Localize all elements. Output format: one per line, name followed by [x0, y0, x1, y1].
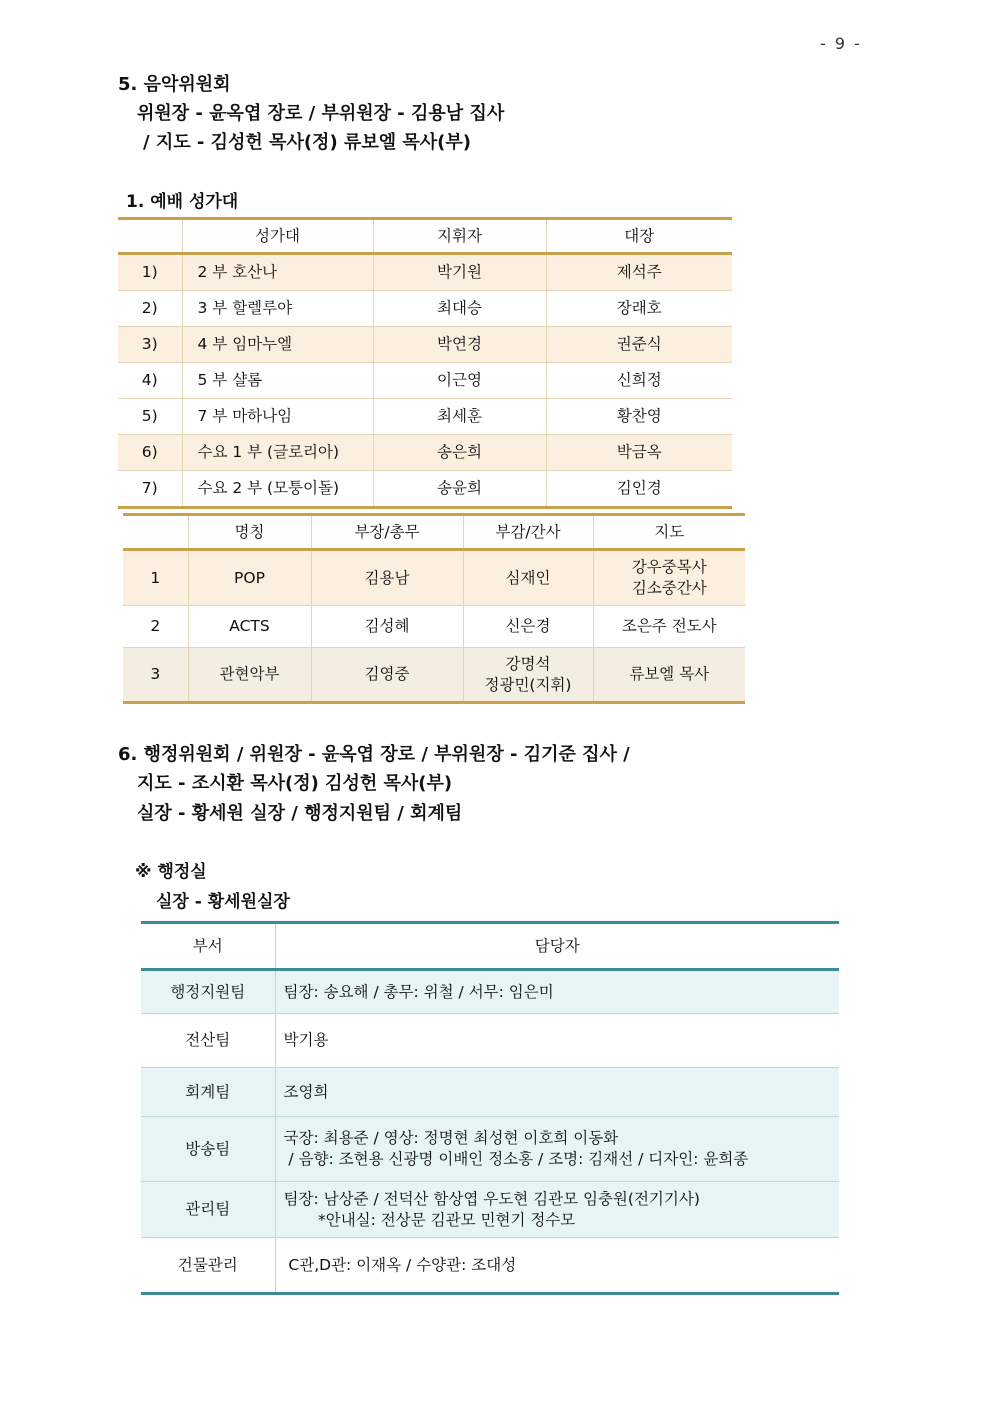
conductor: 송은희 [373, 435, 546, 471]
group-head: 김영중 [311, 648, 463, 703]
table-row [141, 1182, 839, 1238]
group-guide [593, 606, 745, 648]
group-table-header [123, 515, 745, 550]
header-cell: 성가대 [182, 219, 373, 254]
table-row [118, 254, 732, 291]
table-row [118, 471, 732, 508]
group-guide [593, 550, 745, 606]
group-guide [593, 648, 745, 703]
row-number: 7) [118, 471, 182, 508]
choir-name: 수요 1 부 (글로리아) [182, 435, 373, 471]
table-row [141, 1238, 839, 1294]
table-row [123, 550, 745, 606]
table-row [141, 970, 839, 1014]
conductor: 박연경 [373, 327, 546, 363]
header-cell: 담당자 [275, 923, 839, 970]
group-head: 김용남 [311, 550, 463, 606]
section5-line1: 위원장 - 윤옥엽 장로 / 부위원장 - 김용남 집사 [137, 103, 505, 124]
table-row [141, 1014, 839, 1068]
table-row [123, 606, 745, 648]
admin-table [141, 921, 839, 1295]
staff-line: 조영희 [283, 1082, 329, 1101]
group-name: ACTS [188, 606, 311, 648]
staff-line: 팀장: 남상준 / 전덕산 함상엽 우도현 김관모 임충원(전기기사) [283, 1189, 700, 1208]
group-name: POP [188, 550, 311, 606]
choir-subheading: 1. 예배 성가대 [126, 192, 239, 212]
choir-table [118, 217, 732, 509]
table-row [141, 1117, 839, 1182]
choir-name: 7 부 마하나임 [182, 399, 373, 435]
row-number: 1 [123, 550, 188, 606]
section6-line3: 실장 - 황세원 실장 / 행정지원팀 / 회계팀 [137, 803, 463, 824]
dept-staff [275, 1117, 839, 1182]
group-guide-line: 조은주 전도사 [621, 617, 717, 635]
leader: 김인경 [546, 471, 732, 508]
group-sub-line: 강명석 [505, 654, 551, 673]
group-sub [463, 550, 593, 606]
group-guide-line: 강우중목사 [631, 558, 707, 576]
staff-line: C관,D관: 이재옥 / 수양관: 조대성 [283, 1255, 517, 1274]
header-cell: 지휘자 [373, 219, 546, 254]
dept-name: 전산팀 [141, 1014, 275, 1068]
dept-name: 방송팀 [141, 1117, 275, 1182]
table-row [118, 399, 732, 435]
admin-table-header [141, 923, 839, 970]
group-sub-line: 신은경 [505, 617, 551, 635]
choir-name: 수요 2 부 (모퉁이돌) [182, 471, 373, 508]
group-sub-line: 정광민(지휘) [484, 675, 572, 694]
table-row [141, 1068, 839, 1117]
group-sub [463, 648, 593, 703]
music-group-table [123, 513, 745, 704]
page-number: - 9 - [820, 34, 862, 53]
group-head: 김성혜 [311, 606, 463, 648]
dept-staff [275, 1238, 839, 1294]
section5-heading: 5. 음악위원회 [118, 74, 231, 95]
row-number: 3) [118, 327, 182, 363]
section6-line2: 지도 - 조시환 목사(정) 김성헌 목사(부) [137, 773, 453, 794]
leader: 장래호 [546, 291, 732, 327]
conductor: 송윤희 [373, 471, 546, 508]
row-number: 5) [118, 399, 182, 435]
header-cell: 부장/총무 [311, 515, 463, 550]
header-cell: 명칭 [188, 515, 311, 550]
header-cell [118, 219, 182, 254]
group-guide-line: 김소중간사 [631, 579, 707, 597]
conductor: 이근영 [373, 363, 546, 399]
conductor: 최대승 [373, 291, 546, 327]
row-number: 6) [118, 435, 182, 471]
choir-name: 4 부 임마누엘 [182, 327, 373, 363]
staff-line: 국장: 최용준 / 영상: 정명현 최성현 이호희 이동화 [283, 1129, 619, 1147]
group-sub-line: 심재인 [505, 568, 551, 587]
choir-table-header [118, 219, 732, 254]
choir-name: 2 부 호산나 [182, 254, 373, 291]
dept-staff [275, 970, 839, 1014]
table-row [118, 327, 732, 363]
staff-line: 박기용 [283, 1031, 329, 1049]
table-row [118, 363, 732, 399]
leader: 황찬영 [546, 399, 732, 435]
group-name: 관현악부 [188, 648, 311, 703]
dept-name: 회계팀 [141, 1068, 275, 1117]
row-number: 4) [118, 363, 182, 399]
dept-name: 행정지원팀 [141, 970, 275, 1014]
group-sub [463, 606, 593, 648]
conductor: 박기원 [373, 254, 546, 291]
admin-office-title: ※ 행정실 [135, 862, 207, 882]
leader: 박금옥 [546, 435, 732, 471]
leader: 권준식 [546, 327, 732, 363]
header-cell: 대장 [546, 219, 732, 254]
staff-line: 팀장: 송요해 / 총무: 위철 / 서무: 임은미 [283, 982, 554, 1001]
row-number: 3 [123, 648, 188, 703]
staff-line: / 음향: 조현용 신광명 이배인 정소홍 / 조명: 김재선 / 디자인: 윤희종 [283, 1150, 749, 1168]
row-number: 2) [118, 291, 182, 327]
leader: 신희정 [546, 363, 732, 399]
conductor: 최세훈 [373, 399, 546, 435]
header-cell [123, 515, 188, 550]
dept-staff [275, 1182, 839, 1238]
leader: 제석주 [546, 254, 732, 291]
table-row [123, 648, 745, 703]
table-row [118, 435, 732, 471]
choir-name: 5 부 샬롬 [182, 363, 373, 399]
header-cell: 부서 [141, 923, 275, 970]
section6-line1: 6. 행정위원회 / 위원장 - 윤옥엽 장로 / 부위원장 - 김기준 집사 / [118, 744, 630, 765]
row-number: 1) [118, 254, 182, 291]
staff-line: *안내실: 전상문 김관모 민현기 정수모 [283, 1210, 576, 1229]
group-guide-line: 류보엘 목사 [629, 665, 710, 683]
section5-line2: / 지도 - 김성헌 목사(정) 류보엘 목사(부) [143, 132, 471, 153]
admin-office-chief: 실장 - 황세원실장 [156, 892, 290, 912]
row-number: 2 [123, 606, 188, 648]
choir-name: 3 부 할렐루야 [182, 291, 373, 327]
header-cell: 부감/간사 [463, 515, 593, 550]
table-row [118, 291, 732, 327]
dept-name: 건물관리 [141, 1238, 275, 1294]
dept-staff [275, 1014, 839, 1068]
dept-name: 관리팀 [141, 1182, 275, 1238]
dept-staff [275, 1068, 839, 1117]
header-cell: 지도 [593, 515, 745, 550]
